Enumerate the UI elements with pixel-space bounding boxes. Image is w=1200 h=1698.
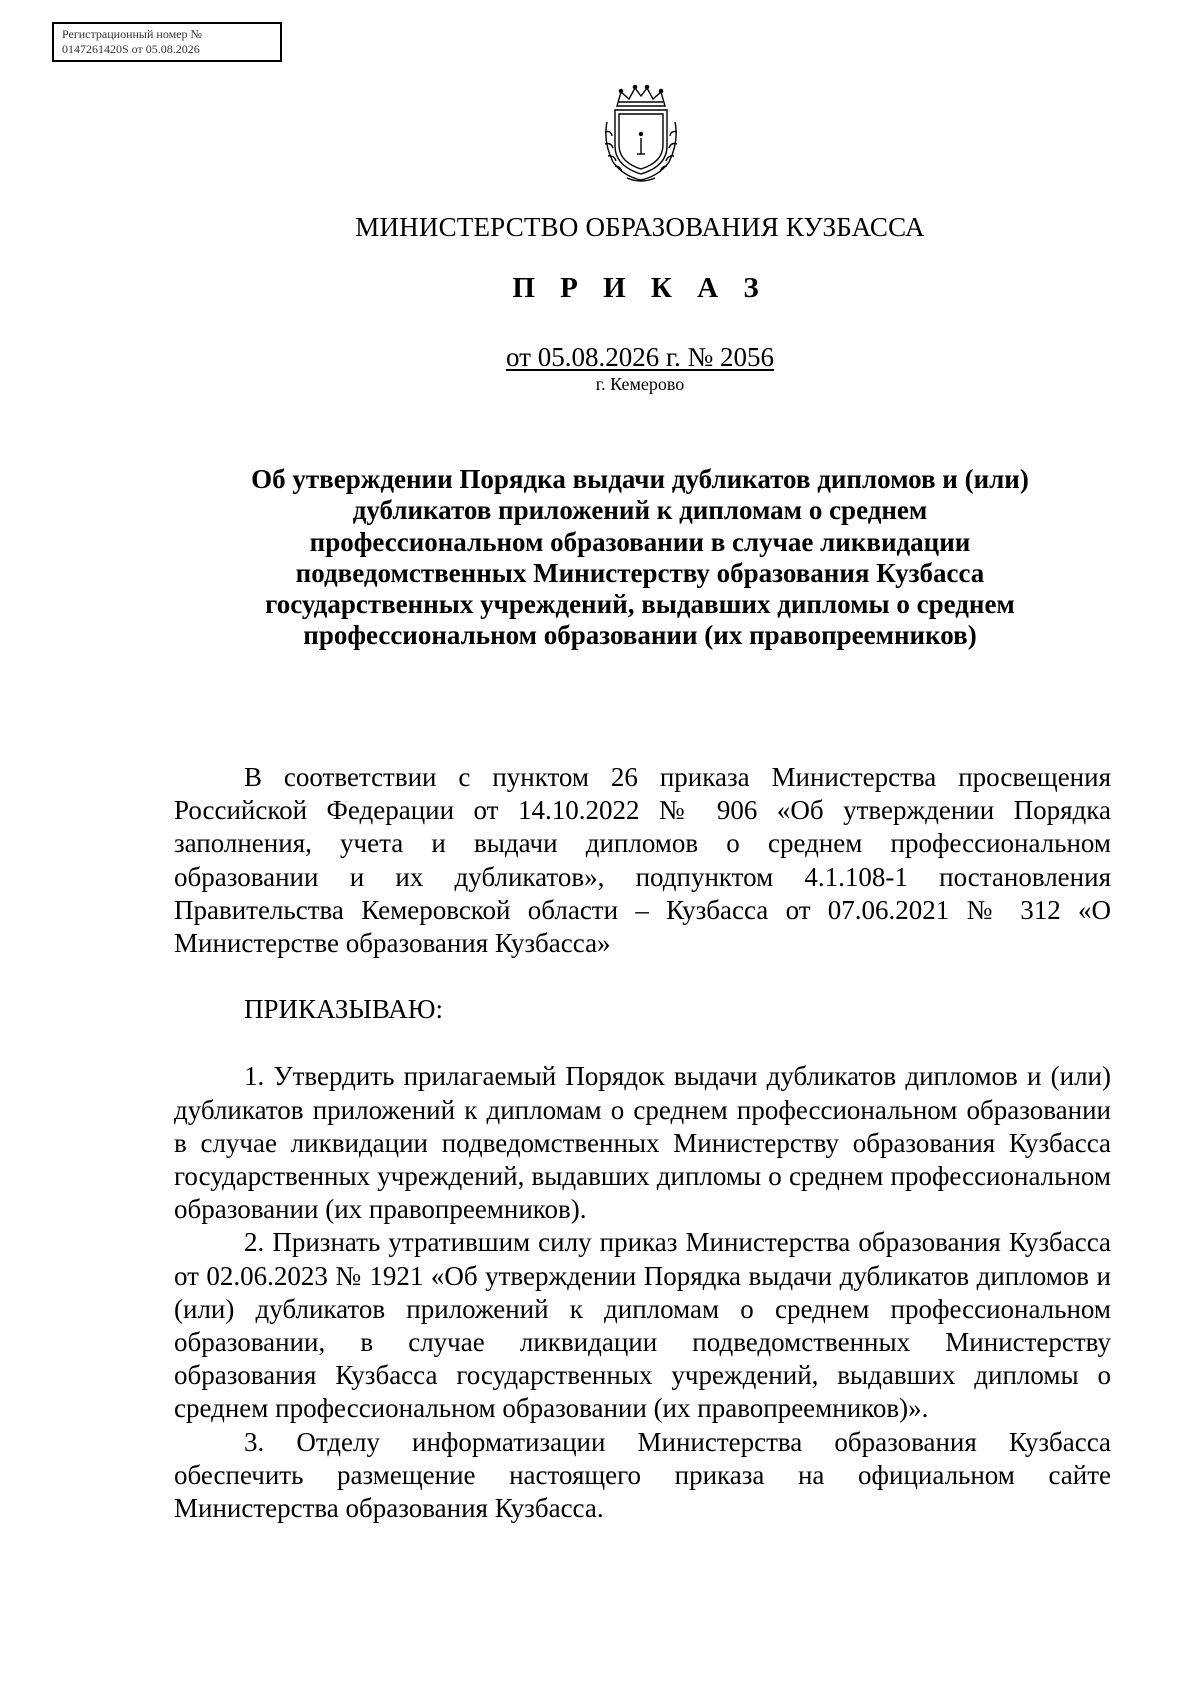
city: г. Кемерово: [595, 374, 685, 394]
order-date-number-text: от 05.08.2026 г. № 2056: [506, 342, 774, 372]
order-date-number: [0, 342, 1200, 373]
order-item-2: 2. Признать утратившим силу приказ Министерства образования Кузбасса от 02.06.2023 № 1921 «Об утверждении Порядка выдачи дубликатов дипломов и (или) дубликатов приложений к дипломам о среднем профессиональном образовании, в случае ликвидации подведомственных Министерству образования Кузбасса государственных учреждений, выдавших дипломы о среднем профессиональном образовании (их правопреемников)».: [174, 1227, 1111, 1424]
registration-stamp: [52, 22, 282, 62]
registration-number: 0147261420S от 05.08.2026: [62, 42, 200, 56]
document-title: Об утверждении Порядка выдачи дубликатов дипломов и (или) дубликатов приложений к дипломам о среднем профессиональном образовании в случае ликвидации подведомственных Министерству образования Кузбасса государственных учреждений, выдавших дипломы о среднем профессиональном образовании (их правопреемников): [251, 464, 1029, 651]
preamble-paragraph: В соответствии с пунктом 26 приказа Министерства просвещения Российской Федерации от 14.10.2022 № 906 «Об утверждении Порядка заполнения, учета и выдачи дипломов о среднем профессиональном образовании и их дубликатов», подпунктом 4.1.108-1 постановления Правительства Кемеровской области – Кузбасса от 07.06.2021 № 312 «О Министерстве образования Кузбасса»: [174, 762, 1111, 959]
order-item-3: 3. Отделу информатизации Министерства образования Кузбасса обеспечить размещение настоящего приказа на официальном сайте Министерства образования Кузбасса.: [174, 1426, 1111, 1524]
order-word: ПРИКАЗЫВАЮ:: [244, 994, 443, 1025]
order-item-1: 1. Утвердить прилагаемый Порядок выдачи дубликатов дипломов и (или) дубликатов приложений к дипломам о среднем профессиональном образовании в случае ликвидации подведомственных Министерству образования Кузбасса государственных учреждений, выдавших дипломы о среднем профессиональном образовании (их правопреемников).: [174, 1061, 1111, 1225]
kuzbass-coat-of-arms-icon: [597, 82, 685, 186]
registration-label: Регистрационный номер №: [62, 27, 202, 41]
document-body: [174, 761, 1111, 1525]
document-type: П Р И К А З: [512, 272, 768, 304]
ministry-name: МИНИСТЕРСТВО ОБРАЗОВАНИЯ КУЗБАССА: [355, 212, 925, 242]
